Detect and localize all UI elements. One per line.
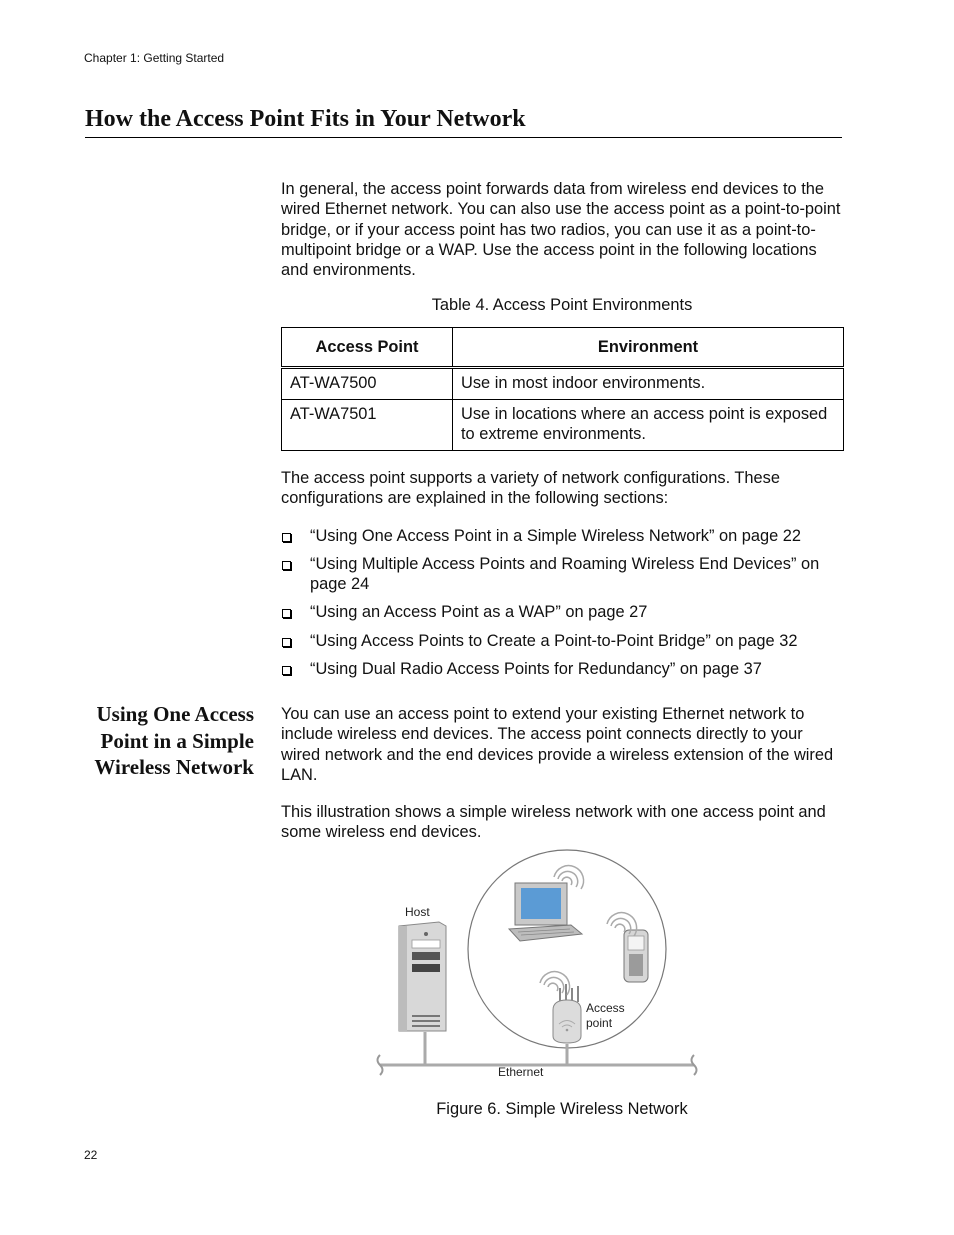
page-number: 22 — [84, 1148, 98, 1162]
list-item[interactable] — [281, 526, 846, 546]
table-cell: Use in locations where an access point is exposed to extreme environments. — [453, 400, 844, 451]
handheld-scanner-icon — [624, 930, 648, 982]
list-item-link[interactable]: “Using an Access Point as a WAP” on page 27 — [310, 603, 648, 622]
checkbox-bullet-icon — [282, 666, 291, 675]
configuration-list — [281, 526, 846, 687]
list-item[interactable] — [281, 631, 846, 651]
access-point-label-line1: Access — [586, 1001, 625, 1015]
list-item[interactable] — [281, 554, 846, 595]
list-item[interactable] — [281, 602, 846, 622]
intro-paragraph: In general, the access point forwards data from wireless end devices to the wired Ethernet network. You can also use the access point as a point-to-point bridge, or if your access point has two radios, you can use it as a point-to-multipoint bridge or a WAP. Use the access point in the following locations and environments. — [281, 180, 841, 280]
list-item-link[interactable]: “Using Multiple Access Points and Roaming Wireless End Devices” on page 24 — [310, 555, 820, 594]
running-header: Chapter 1: Getting Started — [84, 51, 225, 65]
subsection-paragraph-1: You can use an access point to extend your existing Ethernet network to include wireless end devices. The access point connects directly to your wired network and the end devices provide a wireless extension of the wired LAN. — [281, 705, 834, 784]
table-caption: Table 4. Access Point Environments — [431, 296, 693, 314]
table-row — [282, 400, 844, 451]
access-point-label-line2: point — [586, 1016, 613, 1030]
list-item-link[interactable]: “Using Dual Radio Access Points for Redundancy” on page 37 — [310, 659, 762, 678]
host-label: Host — [405, 905, 430, 919]
list-item-link[interactable]: “Using Access Points to Create a Point-to-Point Bridge” on page 32 — [310, 631, 798, 650]
checkbox-bullet-icon — [282, 561, 291, 570]
figure-caption: Figure 6. Simple Wireless Network — [436, 1100, 688, 1118]
laptop-icon — [509, 883, 582, 941]
table-cell: AT-WA7501 — [282, 400, 453, 451]
table-header-environment: Environment — [453, 328, 844, 368]
table-header-access-point: Access Point — [282, 328, 453, 368]
page-title: How the Access Point Fits in Your Network — [85, 106, 842, 138]
list-item-link[interactable]: “Using One Access Point in a Simple Wireless Network” on page 22 — [310, 527, 802, 545]
subsection-title: Using One Access Point in a Simple Wireless Network — [94, 702, 254, 779]
ethernet-label: Ethernet — [498, 1065, 544, 1079]
host-tower-icon — [399, 922, 446, 1031]
environments-table — [281, 327, 844, 451]
network-diagram — [372, 848, 702, 1084]
subsection-paragraph-2: This illustration shows a simple wireless network with one access point and some wireless end devices. — [281, 803, 826, 842]
table-row — [282, 368, 844, 400]
configs-paragraph: The access point supports a variety of network configurations. These configurations are explained in the following sections: — [281, 469, 780, 508]
checkbox-bullet-icon — [282, 609, 291, 618]
access-point-icon — [553, 984, 581, 1043]
table-header-row — [282, 328, 844, 368]
network-figure — [372, 848, 702, 1084]
list-item[interactable] — [281, 659, 846, 679]
table-cell: AT-WA7500 — [282, 368, 453, 400]
table-cell: Use in most indoor environments. — [453, 368, 844, 400]
checkbox-bullet-icon — [282, 638, 291, 647]
checkbox-bullet-icon — [282, 533, 291, 542]
